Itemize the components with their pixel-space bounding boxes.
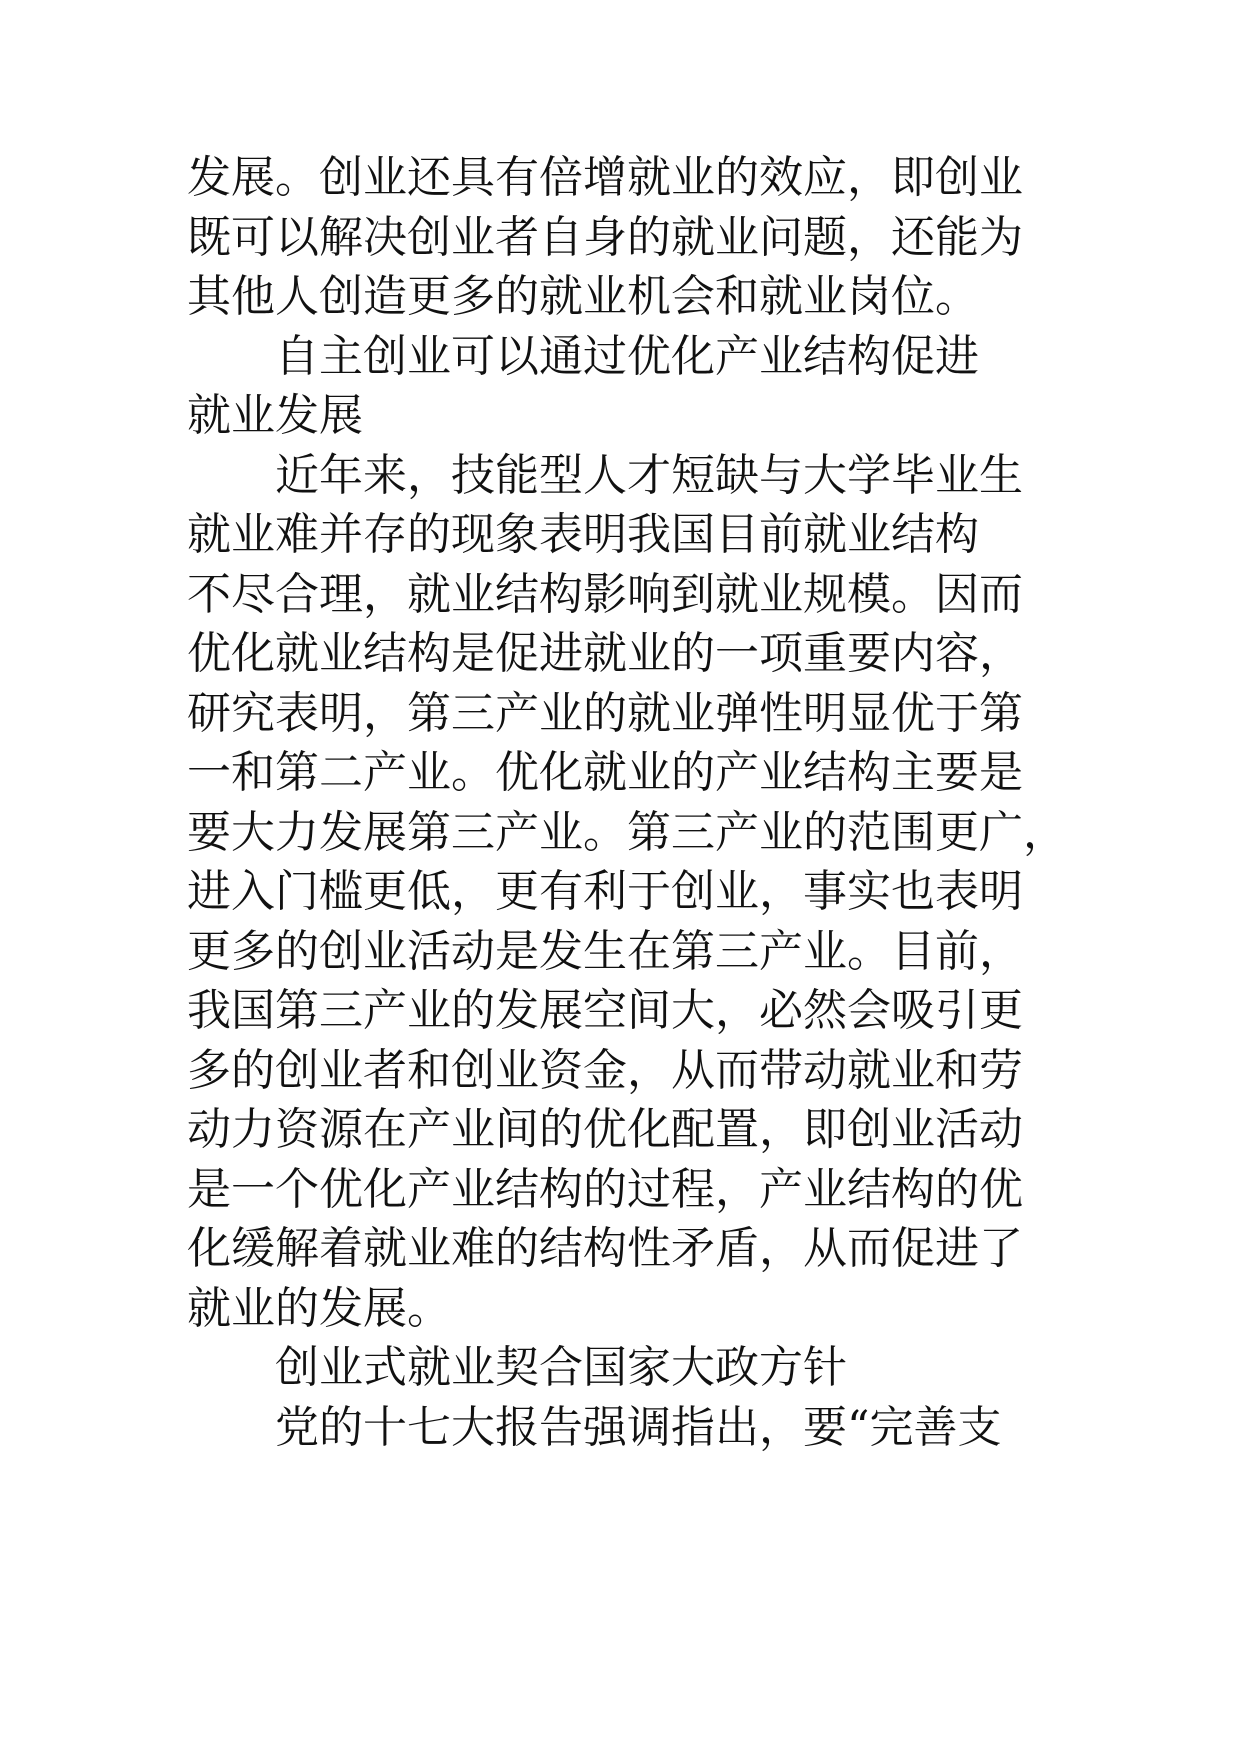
text-line: 要大力发展第三产业。第三产业的范围更广， (187, 806, 1067, 858)
text-line: 进入门槛更低，更有利于创业，事实也表明 (187, 866, 1023, 917)
body-text (187, 148, 1087, 1457)
text-line: 发展。创业还具有倍增就业的效应，即创业 (187, 152, 1023, 203)
text-line: 既可以解决创业者自身的就业问题，还能为 (187, 211, 1023, 263)
text-line: 化缓解着就业难的结构性矛盾，从而促进了 (187, 1223, 1023, 1274)
text-line: 多的创业者和创业资金，从而带动就业和劳 (187, 1044, 1023, 1096)
text-line: 就业的发展。 (187, 1282, 451, 1334)
text-line: 更多的创业活动是发生在第三产业。目前， (187, 925, 1023, 977)
text-line: 不尽合理，就业结构影响到就业规模。因而 (187, 568, 1023, 620)
text-line: 一和第二产业。优化就业的产业结构主要是 (187, 747, 1023, 798)
text-line: 动力资源在产业间的优化配置，即创业活动 (187, 1104, 1023, 1155)
paragraph-start: 党的十七大报告强调指出，要“完善支 (275, 1401, 1002, 1453)
section-heading: 创业式就业契合国家大政方针 (275, 1342, 847, 1393)
text-line: 其他人创造更多的就业机会和就业岗位。 (187, 271, 979, 322)
text-line: 研究表明，第三产业的就业弹性明显优于第 (187, 687, 1023, 739)
text-line: 是一个优化产业结构的过程，产业结构的优 (187, 1163, 1023, 1215)
section-heading: 自主创业可以通过优化产业结构促进 (275, 330, 979, 382)
paragraph-start: 近年来，技能型人才短缺与大学毕业生 (275, 449, 1023, 501)
text-line: 优化就业结构是促进就业的一项重要内容， (187, 628, 1023, 679)
text-line: 我国第三产业的发展空间大，必然会吸引更 (187, 985, 1023, 1036)
section-heading-continued: 就业发展 (187, 390, 363, 441)
text-line: 就业难并存的现象表明我国目前就业结构 (187, 509, 979, 560)
